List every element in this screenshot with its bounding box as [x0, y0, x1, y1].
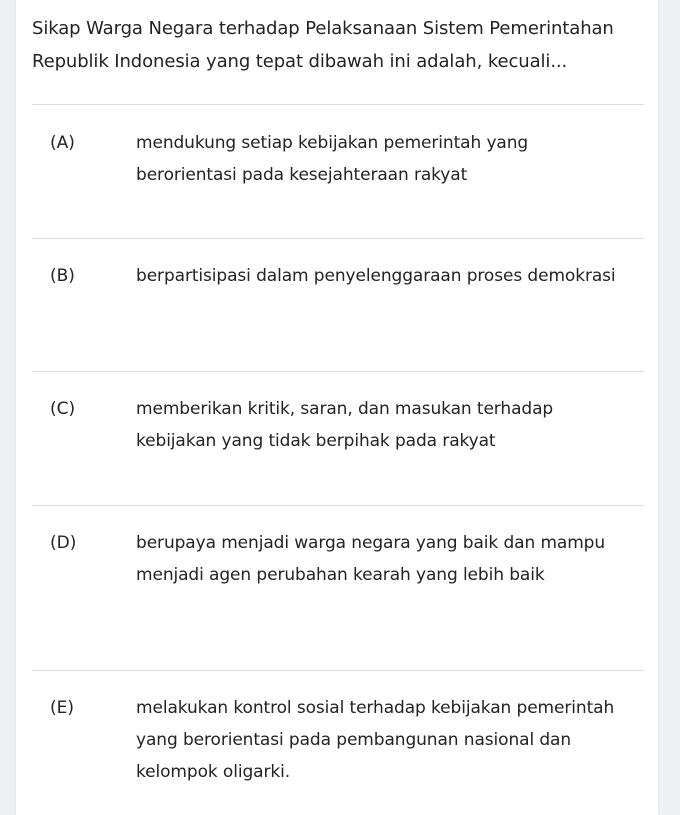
divider [32, 505, 644, 506]
option-d-letter: (D) [50, 533, 77, 553]
divider [32, 670, 644, 671]
question-card [16, 0, 658, 815]
option-d-text: berupaya menjadi warga negara yang baik dan mampu menjadi agen perubahan kearah yang lebih baik [136, 533, 606, 585]
divider [32, 371, 644, 372]
divider [32, 104, 644, 105]
option-c-letter: (C) [50, 399, 76, 419]
divider [32, 238, 644, 239]
option-a-letter: (A) [50, 133, 75, 153]
question-text: Sikap Warga Negara terhadap Pelaksanaan Sistem Pemerintahan Republik Indonesia yang tepat dibawah ini adalah, kecuali... [32, 18, 614, 72]
option-a-text: mendukung setiap kebijakan pemerintah yang berorientasi pada kesejahteraan rakyat [136, 133, 529, 185]
option-c-text: memberikan kritik, saran, dan masukan terhadap kebijakan yang tidak berpihak pada rakyat [136, 399, 554, 451]
option-e-text: melakukan kontrol sosial terhadap kebijakan pemerintah yang berorientasi pada pembangunan nasional dan kelompok oligarki. [136, 698, 615, 782]
option-b-letter: (B) [50, 266, 75, 286]
option-e-letter: (E) [50, 698, 75, 718]
option-b-text: berpartisipasi dalam penyelenggaraan proses demokrasi [136, 266, 616, 286]
